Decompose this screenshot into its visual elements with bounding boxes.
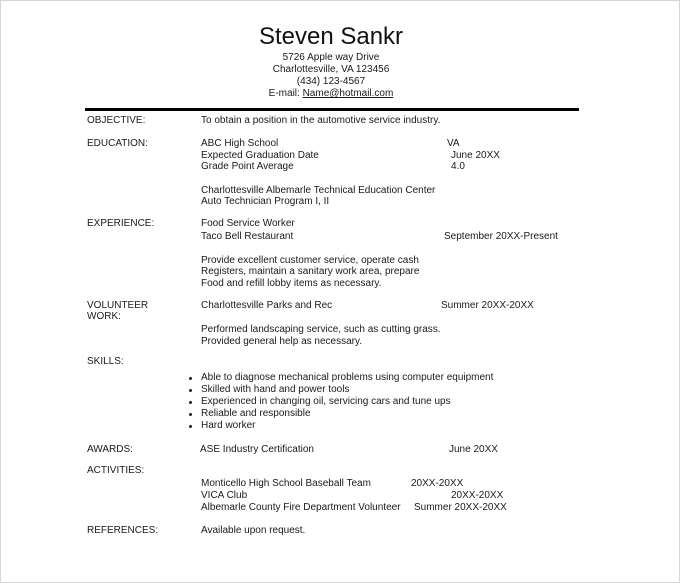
candidate-name: Steven Sankr bbox=[258, 23, 404, 50]
employment-dates: September 20XX-Present bbox=[444, 231, 558, 242]
skill-item: Hard worker bbox=[201, 420, 256, 431]
gpa-label: Grade Point Average bbox=[201, 161, 294, 172]
activity-name: Albemarle County Fire Department Volunteer bbox=[201, 502, 401, 513]
activity-dates: 20XX-20XX bbox=[451, 490, 504, 501]
graduation-label: Expected Graduation Date bbox=[201, 150, 319, 161]
volunteer-description-line: Provided general help as necessary. bbox=[201, 336, 363, 347]
awards-heading: AWARDS: bbox=[87, 444, 133, 455]
school-state: VA bbox=[447, 138, 460, 149]
volunteer-org: Charlottesville Parks and Rec bbox=[201, 300, 333, 311]
address-line-1: 5726 Apple way Drive bbox=[282, 52, 380, 63]
activity-dates: Summer 20XX-20XX bbox=[414, 502, 507, 513]
bullet-icon bbox=[189, 389, 192, 392]
references-text: Available upon request. bbox=[201, 525, 306, 536]
objective-text: To obtain a position in the automotive service industry. bbox=[201, 115, 441, 126]
technical-center: Charlottesville Albemarle Technical Education Center bbox=[201, 185, 436, 196]
job-description-line: Provide excellent customer service, operate cash bbox=[201, 255, 419, 266]
email-line bbox=[1, 88, 661, 100]
technician-program: Auto Technician Program I, II bbox=[201, 196, 330, 207]
skill-item: Skilled with hand and power tools bbox=[201, 384, 350, 395]
school-name: ABC High School bbox=[201, 138, 279, 149]
skills-heading: SKILLS: bbox=[87, 356, 124, 367]
activity-name: Monticello High School Baseball Team bbox=[201, 478, 371, 489]
bullet-icon bbox=[189, 413, 192, 416]
education-heading: EDUCATION: bbox=[87, 138, 148, 149]
activities-heading: ACTIVITIES: bbox=[87, 465, 145, 476]
skill-item: Reliable and responsible bbox=[201, 408, 311, 419]
volunteer-heading: VOLUNTEER bbox=[87, 300, 149, 311]
references-heading: REFERENCES: bbox=[87, 525, 159, 536]
phone-number: (434) 123-4567 bbox=[296, 76, 366, 87]
job-description-line: Registers, maintain a sanitary work area, prepare bbox=[201, 266, 420, 277]
skill-item: Experienced in changing oil, servicing cars and tune ups bbox=[201, 396, 451, 407]
employer-name: Taco Bell Restaurant bbox=[201, 231, 294, 242]
award-name: ASE Industry Certification bbox=[200, 444, 314, 455]
email-prefix: E-mail: bbox=[268, 88, 303, 99]
bullet-icon bbox=[189, 377, 192, 380]
bullet-icon bbox=[189, 425, 192, 428]
activity-name: VICA Club bbox=[201, 490, 248, 501]
award-date: June 20XX bbox=[449, 444, 498, 455]
experience-heading: EXPERIENCE: bbox=[87, 218, 155, 229]
job-description-line: Food and refill lobby items as necessary. bbox=[201, 278, 382, 289]
job-title: Food Service Worker bbox=[201, 218, 295, 229]
skill-item: Able to diagnose mechanical problems using computer equipment bbox=[201, 372, 494, 383]
bullet-icon bbox=[189, 401, 192, 404]
address-line-2: Charlottesville, VA 123456 bbox=[272, 64, 390, 75]
email-link[interactable]: Name@hotmail.com bbox=[302, 88, 394, 99]
gpa-value: 4.0 bbox=[451, 161, 465, 172]
volunteer-heading-cont: WORK: bbox=[87, 311, 121, 322]
graduation-date: June 20XX bbox=[451, 150, 500, 161]
activity-dates: 20XX-20XX bbox=[411, 478, 464, 489]
objective-heading: OBJECTIVE: bbox=[87, 115, 146, 126]
volunteer-dates: Summer 20XX-20XX bbox=[441, 300, 534, 311]
volunteer-description-line: Performed landscaping service, such as cutting grass. bbox=[201, 324, 441, 335]
header-divider bbox=[85, 108, 579, 111]
